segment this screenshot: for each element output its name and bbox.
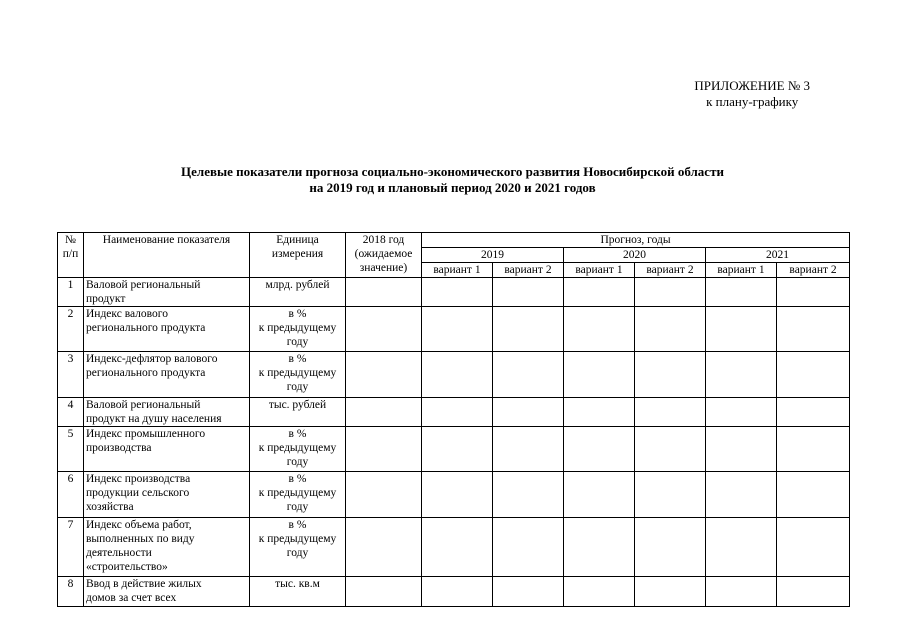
indicator-name-line: домов за счет всех bbox=[86, 592, 177, 604]
header-variant: вариант 2 bbox=[493, 263, 564, 278]
header-num: № п/п bbox=[58, 233, 84, 278]
forecast-cell bbox=[706, 352, 777, 398]
forecast-cell bbox=[777, 518, 850, 577]
appendix-number: ПРИЛОЖЕНИЕ № 3 bbox=[694, 78, 810, 93]
header-year-2021: 2021 bbox=[706, 248, 850, 263]
row-number: 2 bbox=[58, 307, 84, 352]
forecast-cell bbox=[422, 352, 493, 398]
forecast-cell bbox=[706, 307, 777, 352]
indicator-name bbox=[84, 278, 250, 307]
appendix-reference: к плану-графику bbox=[706, 94, 799, 109]
indicator-name bbox=[84, 352, 250, 398]
unit-line: к предыдущему bbox=[258, 533, 337, 545]
forecast-cell bbox=[706, 518, 777, 577]
forecast-cell bbox=[564, 307, 635, 352]
title-line-2: на 2019 год и плановый период 2020 и 2021 годов bbox=[309, 180, 596, 195]
table-row bbox=[58, 472, 850, 518]
unit-line: в % bbox=[288, 308, 307, 320]
forecast-cell bbox=[564, 518, 635, 577]
appendix-header bbox=[694, 78, 810, 110]
indicator-name-line: Индекс промышленного bbox=[86, 428, 206, 440]
estimate-cell bbox=[346, 398, 422, 427]
forecast-cell bbox=[493, 577, 564, 607]
unit-of-measure bbox=[250, 352, 346, 398]
unit-of-measure bbox=[250, 278, 346, 307]
header-year-2020: 2020 bbox=[564, 248, 706, 263]
header-variant: вариант 1 bbox=[422, 263, 493, 278]
forecast-cell bbox=[564, 427, 635, 472]
table-row bbox=[58, 427, 850, 472]
indicator-name-line: регионального продукта bbox=[86, 367, 206, 379]
estimate-cell bbox=[346, 427, 422, 472]
unit-line: млрд. рублей bbox=[265, 279, 330, 291]
unit-line: к предыдущему bbox=[258, 442, 337, 454]
header-variant: вариант 1 bbox=[706, 263, 777, 278]
indicator-name bbox=[84, 577, 250, 607]
unit-line: в % bbox=[288, 353, 307, 365]
forecast-cell bbox=[777, 398, 850, 427]
indicator-name-line: Ввод в действие жилых bbox=[86, 578, 202, 590]
forecast-cell bbox=[777, 307, 850, 352]
forecast-cell bbox=[635, 307, 706, 352]
forecast-cell bbox=[706, 398, 777, 427]
unit-line: к предыдущему bbox=[258, 367, 337, 379]
unit-of-measure bbox=[250, 307, 346, 352]
forecast-cell bbox=[706, 472, 777, 518]
forecast-cell bbox=[564, 398, 635, 427]
unit-of-measure bbox=[250, 427, 346, 472]
unit-line: году bbox=[286, 547, 309, 559]
forecast-cell bbox=[422, 518, 493, 577]
forecast-cell bbox=[422, 577, 493, 607]
table-row bbox=[58, 278, 850, 307]
forecast-cell bbox=[564, 352, 635, 398]
indicator-name-line: Валовой региональный bbox=[86, 279, 201, 291]
table-row bbox=[58, 307, 850, 352]
row-number: 4 bbox=[58, 398, 84, 427]
indicator-name-line: Индекс производства bbox=[86, 473, 191, 485]
unit-line: году bbox=[286, 381, 309, 393]
indicator-name bbox=[84, 427, 250, 472]
forecast-cell bbox=[493, 472, 564, 518]
document-title bbox=[0, 164, 905, 196]
indicator-name-line: производства bbox=[86, 442, 152, 454]
forecast-cell bbox=[422, 278, 493, 307]
forecast-cell bbox=[564, 577, 635, 607]
header-variant: вариант 2 bbox=[635, 263, 706, 278]
title-line-1: Целевые показатели прогноза социально-экономического развития Новосибирской области bbox=[181, 164, 724, 179]
header-estimate-2018: 2018 год (ожидаемое значение) bbox=[346, 233, 422, 278]
indicator-name bbox=[84, 518, 250, 577]
forecast-cell bbox=[635, 427, 706, 472]
estimate-cell bbox=[346, 278, 422, 307]
header-variant: вариант 2 bbox=[777, 263, 850, 278]
forecast-cell bbox=[493, 398, 564, 427]
forecast-cell bbox=[706, 427, 777, 472]
unit-line: тыс. рублей bbox=[268, 399, 327, 411]
estimate-cell bbox=[346, 577, 422, 607]
forecast-cell bbox=[777, 577, 850, 607]
header-year-2019: 2019 bbox=[422, 248, 564, 263]
indicator-name-line: продукт на душу населения bbox=[86, 413, 222, 425]
unit-line: году bbox=[286, 501, 309, 513]
unit-line: в % bbox=[288, 473, 307, 485]
table-row bbox=[58, 398, 850, 427]
header-unit: Единица измерения bbox=[250, 233, 346, 278]
row-number: 1 bbox=[58, 278, 84, 307]
indicator-name-line: выполненных по виду bbox=[86, 533, 195, 545]
forecast-cell bbox=[493, 427, 564, 472]
indicator-name-line: продукции сельского bbox=[86, 487, 190, 499]
header-name: Наименование показателя bbox=[84, 233, 250, 278]
indicator-name bbox=[84, 398, 250, 427]
forecast-cell bbox=[493, 518, 564, 577]
indicator-name-line: Индекс-дефлятор валового bbox=[86, 353, 218, 365]
indicator-name-line: Валовой региональный bbox=[86, 399, 201, 411]
row-number: 5 bbox=[58, 427, 84, 472]
forecast-cell bbox=[564, 472, 635, 518]
unit-of-measure bbox=[250, 472, 346, 518]
header-variant: вариант 1 bbox=[564, 263, 635, 278]
unit-line: к предыдущему bbox=[258, 487, 337, 499]
forecast-cell bbox=[777, 278, 850, 307]
indicator-name-line: хозяйства bbox=[86, 501, 134, 513]
forecast-cell bbox=[493, 307, 564, 352]
unit-line: году bbox=[286, 336, 309, 348]
unit-line: году bbox=[286, 456, 309, 468]
forecast-cell bbox=[706, 278, 777, 307]
unit-line: тыс. кв.м bbox=[275, 578, 320, 590]
forecast-cell bbox=[706, 577, 777, 607]
forecast-cell bbox=[635, 352, 706, 398]
indicator-name-line: Индекс валового bbox=[86, 308, 168, 320]
forecast-cell bbox=[493, 352, 564, 398]
forecast-cell bbox=[635, 278, 706, 307]
indicator-name-line: «строительство» bbox=[86, 561, 168, 573]
forecast-cell bbox=[635, 577, 706, 607]
indicator-name-line: продукт bbox=[86, 293, 126, 305]
indicator-name-line: регионального продукта bbox=[86, 322, 206, 334]
forecast-cell bbox=[777, 427, 850, 472]
unit-line: в % bbox=[288, 519, 307, 531]
forecast-cell bbox=[493, 278, 564, 307]
indicator-name-line: Индекс объема работ, bbox=[86, 519, 192, 531]
indicators-table bbox=[57, 232, 850, 607]
table-row bbox=[58, 518, 850, 577]
forecast-cell bbox=[422, 472, 493, 518]
unit-of-measure bbox=[250, 398, 346, 427]
forecast-cell bbox=[422, 307, 493, 352]
table-body bbox=[58, 278, 850, 607]
forecast-cell bbox=[422, 427, 493, 472]
estimate-cell bbox=[346, 352, 422, 398]
estimate-cell bbox=[346, 518, 422, 577]
unit-of-measure bbox=[250, 577, 346, 607]
row-number: 8 bbox=[58, 577, 84, 607]
row-number: 3 bbox=[58, 352, 84, 398]
indicator-name-line: деятельности bbox=[86, 547, 152, 559]
estimate-cell bbox=[346, 472, 422, 518]
forecast-cell bbox=[635, 518, 706, 577]
forecast-cell bbox=[635, 398, 706, 427]
unit-of-measure bbox=[250, 518, 346, 577]
forecast-cell bbox=[564, 278, 635, 307]
row-number: 6 bbox=[58, 472, 84, 518]
estimate-cell bbox=[346, 307, 422, 352]
header-forecast: Прогноз, годы bbox=[422, 233, 850, 248]
forecast-cell bbox=[777, 352, 850, 398]
forecast-cell bbox=[422, 398, 493, 427]
row-number: 7 bbox=[58, 518, 84, 577]
indicator-name bbox=[84, 472, 250, 518]
indicator-name bbox=[84, 307, 250, 352]
forecast-cell bbox=[777, 472, 850, 518]
table-row bbox=[58, 352, 850, 398]
unit-line: к предыдущему bbox=[258, 322, 337, 334]
forecast-cell bbox=[635, 472, 706, 518]
unit-line: в % bbox=[288, 428, 307, 440]
table-row bbox=[58, 577, 850, 607]
